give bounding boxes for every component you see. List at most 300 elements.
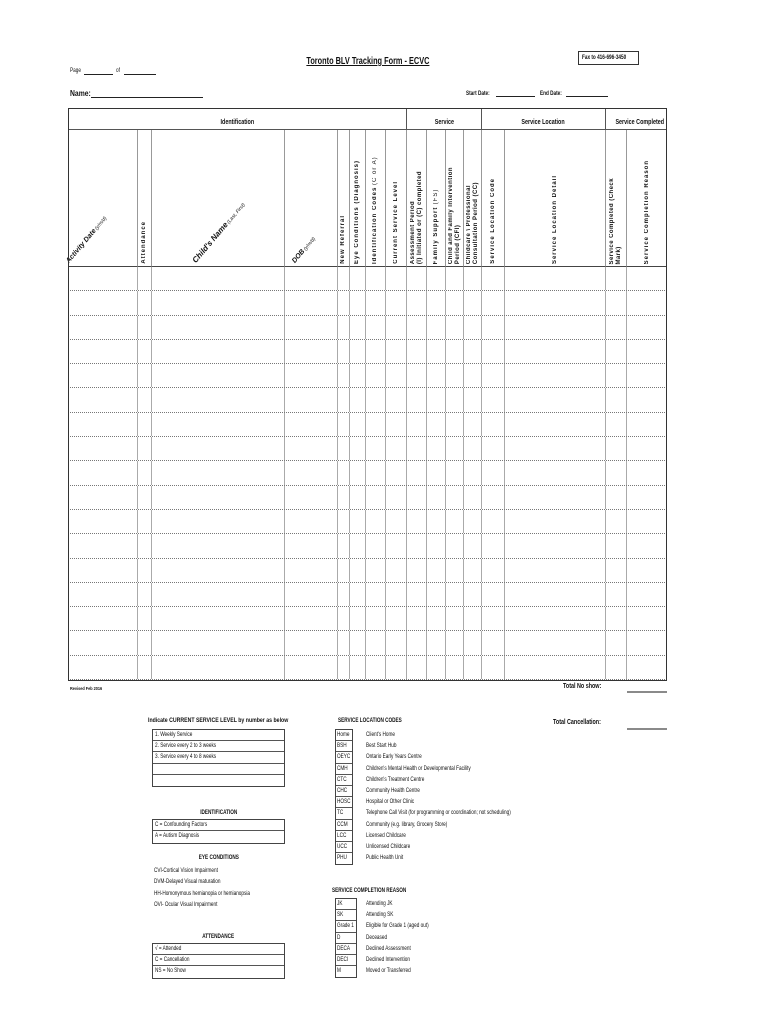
cell-eye-conditions[interactable]	[350, 291, 366, 314]
cell-attendance[interactable]	[138, 316, 152, 339]
cell-attendance[interactable]	[138, 534, 152, 557]
cell-service-location-detail[interactable]	[505, 267, 606, 290]
cell-service-completion-reason[interactable]	[627, 583, 667, 606]
cell-new-referral[interactable]	[338, 413, 350, 436]
cell-service-location-code[interactable]	[482, 413, 505, 436]
cell-child-family-intervention[interactable]	[446, 291, 464, 314]
cell-service-completed[interactable]	[606, 607, 627, 630]
cell-childcare-consultation[interactable]	[464, 656, 482, 679]
cell-service-completion-reason[interactable]	[627, 461, 667, 484]
service-level-item	[153, 764, 284, 775]
completion-reasons-table	[335, 898, 357, 978]
cell-new-referral[interactable]	[338, 461, 350, 484]
cell-childs-name[interactable]	[152, 486, 285, 509]
cell-assessment-period[interactable]	[407, 413, 427, 436]
cell-childs-name[interactable]	[152, 267, 285, 290]
cell-family-support[interactable]	[427, 340, 446, 363]
cell-identification-codes[interactable]	[366, 486, 386, 509]
cell-service-location-detail[interactable]	[505, 364, 606, 387]
cell-service-completion-reason[interactable]	[627, 388, 667, 411]
cell-childcare-consultation[interactable]	[464, 534, 482, 557]
cell-assessment-period[interactable]	[407, 340, 427, 363]
name-field[interactable]	[91, 88, 203, 98]
cell-family-support[interactable]	[427, 316, 446, 339]
eye-conditions-title-wrap	[152, 854, 285, 861]
cell-identification-codes[interactable]	[366, 607, 386, 630]
cell-new-referral[interactable]	[338, 559, 350, 582]
cell-dob[interactable]	[285, 364, 338, 387]
cell-eye-conditions[interactable]	[350, 534, 366, 557]
cell-service-completion-reason[interactable]	[627, 486, 667, 509]
cell-service-completed[interactable]	[606, 340, 627, 363]
cell-service-location-code[interactable]	[482, 534, 505, 557]
cell-assessment-period[interactable]	[407, 559, 427, 582]
cell-dob[interactable]	[285, 437, 338, 460]
cell-eye-conditions[interactable]	[350, 388, 366, 411]
cell-eye-conditions[interactable]	[350, 267, 366, 290]
cell-service-location-detail[interactable]	[505, 291, 606, 314]
cell-childs-name[interactable]	[152, 437, 285, 460]
cell-child-family-intervention[interactable]	[446, 437, 464, 460]
cell-childcare-consultation[interactable]	[464, 607, 482, 630]
cell-assessment-period[interactable]	[407, 656, 427, 679]
eye-condition-item: HH-Homonymous hemianopia or hemianopsia	[154, 889, 250, 897]
cell-childs-name[interactable]	[152, 316, 285, 339]
cell-child-family-intervention[interactable]	[446, 413, 464, 436]
cell-attendance[interactable]	[138, 583, 152, 606]
cell-new-referral[interactable]	[338, 486, 350, 509]
cell-assessment-period[interactable]	[407, 510, 427, 533]
cell-service-location-detail[interactable]	[505, 607, 606, 630]
cell-child-family-intervention[interactable]	[446, 388, 464, 411]
cell-family-support[interactable]	[427, 583, 446, 606]
location-code-text: Home	[337, 731, 350, 738]
cell-assessment-period[interactable]	[407, 316, 427, 339]
cell-attendance[interactable]	[138, 340, 152, 363]
cell-identification-codes[interactable]	[366, 413, 386, 436]
cell-assessment-period[interactable]	[407, 534, 427, 557]
cell-family-support[interactable]	[427, 486, 446, 509]
cell-service-location-code[interactable]	[482, 340, 505, 363]
cell-service-completion-reason[interactable]	[627, 534, 667, 557]
cell-child-family-intervention[interactable]	[446, 340, 464, 363]
cell-attendance[interactable]	[138, 461, 152, 484]
cell-attendance[interactable]	[138, 291, 152, 314]
cell-childcare-consultation[interactable]	[464, 388, 482, 411]
cell-service-location-code[interactable]	[482, 583, 505, 606]
cell-family-support[interactable]	[427, 631, 446, 654]
cell-eye-conditions[interactable]	[350, 437, 366, 460]
cell-activity-date[interactable]	[68, 486, 138, 509]
page-number-field[interactable]	[84, 66, 113, 75]
cell-childcare-consultation[interactable]	[464, 461, 482, 484]
of-label: of	[116, 67, 120, 74]
cell-dob[interactable]	[285, 607, 338, 630]
cell-dob[interactable]	[285, 583, 338, 606]
cell-childs-name[interactable]	[152, 388, 285, 411]
cell-new-referral[interactable]	[338, 364, 350, 387]
cell-identification-codes[interactable]	[366, 656, 386, 679]
cell-current-service-level[interactable]	[386, 510, 407, 533]
cell-service-location-detail[interactable]	[505, 413, 606, 436]
cell-child-family-intervention[interactable]	[446, 583, 464, 606]
cell-identification-codes[interactable]	[366, 559, 386, 582]
cell-service-completion-reason[interactable]	[627, 291, 667, 314]
cell-service-completed[interactable]	[606, 291, 627, 314]
cell-current-service-level[interactable]	[386, 267, 407, 290]
cell-activity-date[interactable]	[68, 534, 138, 557]
cell-service-location-detail[interactable]	[505, 340, 606, 363]
cell-assessment-period[interactable]	[407, 486, 427, 509]
cell-activity-date[interactable]	[68, 388, 138, 411]
cell-family-support[interactable]	[427, 607, 446, 630]
name-label: Name:	[70, 88, 91, 98]
cell-service-completed[interactable]	[606, 631, 627, 654]
cell-childs-name[interactable]	[152, 364, 285, 387]
cell-current-service-level[interactable]	[386, 607, 407, 630]
cell-childcare-consultation[interactable]	[464, 340, 482, 363]
total-no-show-field[interactable]	[627, 691, 667, 693]
cell-family-support[interactable]	[427, 291, 446, 314]
cell-assessment-period[interactable]	[407, 461, 427, 484]
location-code-text: HOSC	[337, 798, 351, 806]
cell-activity-date[interactable]	[68, 340, 138, 363]
cell-family-support[interactable]	[427, 413, 446, 436]
cell-child-family-intervention[interactable]	[446, 461, 464, 484]
cell-current-service-level[interactable]	[386, 559, 407, 582]
cell-identification-codes[interactable]	[366, 388, 386, 411]
cell-new-referral[interactable]	[338, 510, 350, 533]
cell-eye-conditions[interactable]	[350, 364, 366, 387]
cell-new-referral[interactable]	[338, 534, 350, 557]
cell-service-completed[interactable]	[606, 437, 627, 460]
cell-service-location-code[interactable]	[482, 607, 505, 630]
cell-assessment-period[interactable]	[407, 607, 427, 630]
cell-service-location-detail[interactable]	[505, 559, 606, 582]
cell-dob[interactable]	[285, 267, 338, 290]
cell-eye-conditions[interactable]	[350, 510, 366, 533]
cell-new-referral[interactable]	[338, 316, 350, 339]
cell-service-location-code[interactable]	[482, 461, 505, 484]
cell-service-completed[interactable]	[606, 559, 627, 582]
cell-identification-codes[interactable]	[366, 364, 386, 387]
cell-childcare-consultation[interactable]	[464, 316, 482, 339]
cell-childs-name[interactable]	[152, 461, 285, 484]
cell-service-completed[interactable]	[606, 267, 627, 290]
cell-service-location-code[interactable]	[482, 388, 505, 411]
cell-attendance[interactable]	[138, 631, 152, 654]
cell-current-service-level[interactable]	[386, 534, 407, 557]
service-level-table	[152, 729, 285, 787]
cell-current-service-level[interactable]	[386, 413, 407, 436]
cell-new-referral[interactable]	[338, 656, 350, 679]
group-header-service-location	[482, 108, 606, 130]
cell-service-completed[interactable]	[606, 583, 627, 606]
cell-service-location-detail[interactable]	[505, 388, 606, 411]
cell-service-completed[interactable]	[606, 486, 627, 509]
cell-childcare-consultation[interactable]	[464, 583, 482, 606]
cell-child-family-intervention[interactable]	[446, 607, 464, 630]
cell-attendance[interactable]	[138, 437, 152, 460]
cell-childs-name[interactable]	[152, 510, 285, 533]
cell-attendance[interactable]	[138, 656, 152, 679]
cell-family-support[interactable]	[427, 559, 446, 582]
cell-service-completed[interactable]	[606, 510, 627, 533]
cell-service-completed[interactable]	[606, 316, 627, 339]
cell-childs-name[interactable]	[152, 631, 285, 654]
cell-current-service-level[interactable]	[386, 461, 407, 484]
cell-attendance[interactable]	[138, 486, 152, 509]
cell-activity-date[interactable]	[68, 510, 138, 533]
cell-identification-codes[interactable]	[366, 510, 386, 533]
column-header-label: Current Service Level	[392, 181, 399, 264]
cell-family-support[interactable]	[427, 437, 446, 460]
cell-childs-name[interactable]	[152, 291, 285, 314]
cell-attendance[interactable]	[138, 388, 152, 411]
cell-eye-conditions[interactable]	[350, 461, 366, 484]
cell-child-family-intervention[interactable]	[446, 267, 464, 290]
cell-new-referral[interactable]	[338, 267, 350, 290]
cell-identification-codes[interactable]	[366, 631, 386, 654]
cell-eye-conditions[interactable]	[350, 559, 366, 582]
column-header-label-group	[433, 189, 440, 264]
cell-identification-codes[interactable]	[366, 583, 386, 606]
cell-service-location-detail[interactable]	[505, 510, 606, 533]
cell-childcare-consultation[interactable]	[464, 364, 482, 387]
cell-eye-conditions[interactable]	[350, 316, 366, 339]
cell-activity-date[interactable]	[68, 461, 138, 484]
cell-current-service-level[interactable]	[386, 291, 407, 314]
cell-identification-codes[interactable]	[366, 437, 386, 460]
cell-childcare-consultation[interactable]	[464, 291, 482, 314]
cell-family-support[interactable]	[427, 364, 446, 387]
cell-service-location-code[interactable]	[482, 656, 505, 679]
cell-dob[interactable]	[285, 510, 338, 533]
cell-assessment-period[interactable]	[407, 631, 427, 654]
cell-dob[interactable]	[285, 559, 338, 582]
table-row	[68, 437, 667, 461]
cell-childcare-consultation[interactable]	[464, 559, 482, 582]
cell-activity-date[interactable]	[68, 291, 138, 314]
cell-dob[interactable]	[285, 388, 338, 411]
cell-activity-date[interactable]	[68, 413, 138, 436]
cell-service-location-code[interactable]	[482, 291, 505, 314]
cell-service-location-detail[interactable]	[505, 316, 606, 339]
cell-service-completion-reason[interactable]	[627, 510, 667, 533]
cell-assessment-period[interactable]	[407, 364, 427, 387]
cell-identification-codes[interactable]	[366, 291, 386, 314]
cell-current-service-level[interactable]	[386, 631, 407, 654]
location-code	[336, 752, 352, 763]
cell-identification-codes[interactable]	[366, 340, 386, 363]
cell-assessment-period[interactable]	[407, 437, 427, 460]
cell-dob[interactable]	[285, 656, 338, 679]
page-total-field[interactable]	[124, 66, 156, 75]
cell-service-completed[interactable]	[606, 413, 627, 436]
cell-activity-date[interactable]	[68, 267, 138, 290]
cell-child-family-intervention[interactable]	[446, 534, 464, 557]
cell-new-referral[interactable]	[338, 631, 350, 654]
cell-child-family-intervention[interactable]	[446, 486, 464, 509]
cell-activity-date[interactable]	[68, 583, 138, 606]
cell-service-location-code[interactable]	[482, 510, 505, 533]
cell-childs-name[interactable]	[152, 559, 285, 582]
total-cancellation-field[interactable]	[627, 728, 667, 730]
cell-dob[interactable]	[285, 534, 338, 557]
cell-service-location-code[interactable]	[482, 559, 505, 582]
cell-current-service-level[interactable]	[386, 388, 407, 411]
column-header-label: Assessment Period (I) Initiated or (C) completed	[409, 170, 423, 264]
cell-family-support[interactable]	[427, 510, 446, 533]
cell-childcare-consultation[interactable]	[464, 437, 482, 460]
cell-current-service-level[interactable]	[386, 486, 407, 509]
cell-eye-conditions[interactable]	[350, 486, 366, 509]
cell-child-family-intervention[interactable]	[446, 316, 464, 339]
group-header-label: Service	[434, 117, 454, 126]
cell-current-service-level[interactable]	[386, 583, 407, 606]
cell-service-completion-reason[interactable]	[627, 316, 667, 339]
cell-new-referral[interactable]	[338, 583, 350, 606]
cell-service-completion-reason[interactable]	[627, 340, 667, 363]
location-code	[336, 741, 352, 752]
cell-service-completed[interactable]	[606, 364, 627, 387]
cell-service-completion-reason[interactable]	[627, 559, 667, 582]
cell-service-location-detail[interactable]	[505, 461, 606, 484]
cell-service-location-code[interactable]	[482, 267, 505, 290]
cell-service-completed[interactable]	[606, 656, 627, 679]
cell-identification-codes[interactable]	[366, 534, 386, 557]
cell-service-location-detail[interactable]	[505, 631, 606, 654]
cell-childs-name[interactable]	[152, 656, 285, 679]
cell-identification-codes[interactable]	[366, 267, 386, 290]
cell-service-location-detail[interactable]	[505, 656, 606, 679]
cell-dob[interactable]	[285, 631, 338, 654]
cell-eye-conditions[interactable]	[350, 340, 366, 363]
start-date-field[interactable]	[496, 89, 535, 97]
cell-service-location-code[interactable]	[482, 631, 505, 654]
cell-family-support[interactable]	[427, 656, 446, 679]
cell-attendance[interactable]	[138, 607, 152, 630]
cell-service-completion-reason[interactable]	[627, 437, 667, 460]
cell-dob[interactable]	[285, 461, 338, 484]
cell-current-service-level[interactable]	[386, 340, 407, 363]
cell-current-service-level[interactable]	[386, 316, 407, 339]
cell-child-family-intervention[interactable]	[446, 510, 464, 533]
cell-dob[interactable]	[285, 340, 338, 363]
cell-eye-conditions[interactable]	[350, 631, 366, 654]
cell-current-service-level[interactable]	[386, 364, 407, 387]
cell-assessment-period[interactable]	[407, 267, 427, 290]
cell-identification-codes[interactable]	[366, 316, 386, 339]
cell-new-referral[interactable]	[338, 340, 350, 363]
cell-service-completed[interactable]	[606, 461, 627, 484]
cell-service-location-detail[interactable]	[505, 534, 606, 557]
cell-childcare-consultation[interactable]	[464, 413, 482, 436]
cell-childs-name[interactable]	[152, 413, 285, 436]
cell-eye-conditions[interactable]	[350, 656, 366, 679]
cell-childcare-consultation[interactable]	[464, 486, 482, 509]
cell-activity-date[interactable]	[68, 364, 138, 387]
cell-service-completion-reason[interactable]	[627, 607, 667, 630]
location-description: Children's Mental Health or Developmental Facility	[366, 764, 471, 772]
cell-new-referral[interactable]	[338, 388, 350, 411]
cell-assessment-period[interactable]	[407, 291, 427, 314]
cell-current-service-level[interactable]	[386, 437, 407, 460]
cell-new-referral[interactable]	[338, 607, 350, 630]
cell-childcare-consultation[interactable]	[464, 631, 482, 654]
cell-family-support[interactable]	[427, 534, 446, 557]
cell-new-referral[interactable]	[338, 437, 350, 460]
cell-activity-date[interactable]	[68, 631, 138, 654]
cell-service-completion-reason[interactable]	[627, 631, 667, 654]
cell-assessment-period[interactable]	[407, 388, 427, 411]
cell-activity-date[interactable]	[68, 437, 138, 460]
cell-childcare-consultation[interactable]	[464, 267, 482, 290]
cell-childs-name[interactable]	[152, 583, 285, 606]
location-description: Best Start Hub	[366, 742, 397, 750]
cell-child-family-intervention[interactable]	[446, 631, 464, 654]
cell-eye-conditions[interactable]	[350, 583, 366, 606]
cell-attendance[interactable]	[138, 510, 152, 533]
cell-child-family-intervention[interactable]	[446, 656, 464, 679]
cell-dob[interactable]	[285, 291, 338, 314]
cell-assessment-period[interactable]	[407, 583, 427, 606]
cell-service-location-detail[interactable]	[505, 486, 606, 509]
cell-activity-date[interactable]	[68, 559, 138, 582]
cell-child-family-intervention[interactable]	[446, 559, 464, 582]
cell-service-completion-reason[interactable]	[627, 267, 667, 290]
cell-child-family-intervention[interactable]	[446, 364, 464, 387]
cell-dob[interactable]	[285, 486, 338, 509]
cell-activity-date[interactable]	[68, 607, 138, 630]
cell-service-completed[interactable]	[606, 388, 627, 411]
cell-eye-conditions[interactable]	[350, 413, 366, 436]
cell-service-location-detail[interactable]	[505, 583, 606, 606]
cell-service-completed[interactable]	[606, 534, 627, 557]
cell-attendance[interactable]	[138, 267, 152, 290]
cell-childs-name[interactable]	[152, 534, 285, 557]
cell-activity-date[interactable]	[68, 316, 138, 339]
cell-service-completion-reason[interactable]	[627, 364, 667, 387]
cell-family-support[interactable]	[427, 461, 446, 484]
cell-current-service-level[interactable]	[386, 656, 407, 679]
cell-attendance[interactable]	[138, 364, 152, 387]
cell-service-location-code[interactable]	[482, 316, 505, 339]
cell-service-location-detail[interactable]	[505, 437, 606, 460]
cell-childs-name[interactable]	[152, 340, 285, 363]
cell-service-location-code[interactable]	[482, 437, 505, 460]
cell-family-support[interactable]	[427, 388, 446, 411]
cell-eye-conditions[interactable]	[350, 607, 366, 630]
cell-attendance[interactable]	[138, 559, 152, 582]
column-header-label: Service Completed (Check Mark)	[609, 177, 622, 264]
completion-reason-code-text: Grade 1	[337, 922, 354, 930]
cell-service-completion-reason[interactable]	[627, 413, 667, 436]
cell-dob[interactable]	[285, 316, 338, 339]
cell-family-support[interactable]	[427, 267, 446, 290]
cell-attendance[interactable]	[138, 413, 152, 436]
cell-identification-codes[interactable]	[366, 461, 386, 484]
cell-service-location-code[interactable]	[482, 486, 505, 509]
cell-childs-name[interactable]	[152, 607, 285, 630]
cell-service-location-code[interactable]	[482, 364, 505, 387]
cell-new-referral[interactable]	[338, 291, 350, 314]
cell-activity-date[interactable]	[68, 656, 138, 679]
end-date-field[interactable]	[566, 89, 608, 97]
cell-dob[interactable]	[285, 413, 338, 436]
cell-service-completion-reason[interactable]	[627, 656, 667, 679]
cell-childcare-consultation[interactable]	[464, 510, 482, 533]
